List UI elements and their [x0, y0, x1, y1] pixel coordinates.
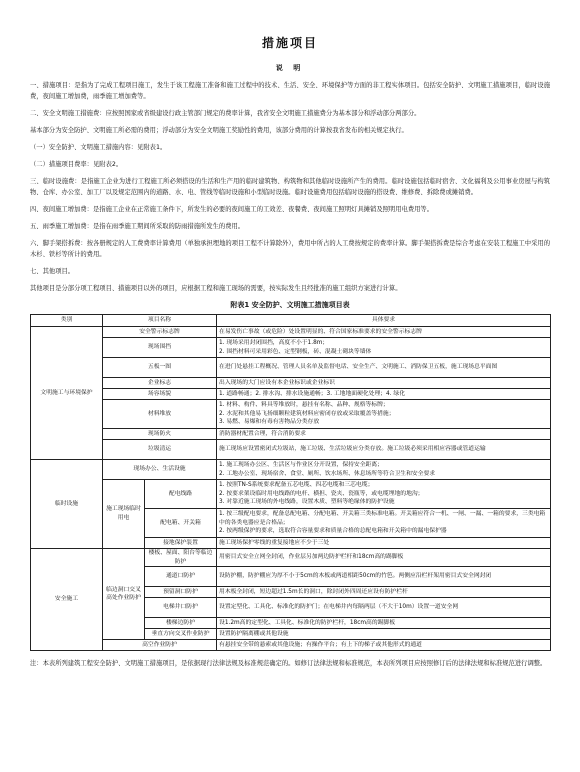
table-row	[31, 358, 551, 378]
table-row	[31, 429, 551, 440]
category-cell: 文明施工与环境保护	[31, 327, 103, 460]
item-name: 材料堆放	[103, 400, 217, 429]
item-name: 通道口防护	[145, 567, 217, 587]
item-name: 现场办公、生活设施	[103, 460, 217, 480]
subgroup-cell: 施工现场临时用电	[103, 480, 145, 549]
header-category: 类别	[31, 315, 103, 327]
table-row	[31, 480, 551, 509]
item-name: 安全警示标志牌	[103, 327, 217, 338]
table-row	[31, 400, 551, 429]
item-name: 企业标志	[103, 378, 217, 389]
item-requirement: 设置定型化、工具化、标准化的防护门；在电梯井内每隔两层（不大于10m）设置一道安全网	[217, 598, 551, 618]
item-name: 配电线路	[145, 480, 217, 509]
item-requirement: 1. 现场采用封闭围挡，高度不小于1.8m； 2. 围挡材料可采用彩色、定型钢板，砖、混凝土砌块等墙体	[217, 338, 551, 358]
item-name: 现场防火	[103, 429, 217, 440]
item-requirement: 设1.2m高的定型化、工具化、标准化的防护栏杆，18cm高的踢脚板	[217, 618, 551, 629]
table-row	[31, 549, 551, 567]
table-header-row	[31, 315, 551, 327]
item-name: 接地保护装置	[145, 538, 217, 549]
paragraph-6: 三、临时设施费：是指施工企业为进行工程施工所必须搭设的生活和生产用的临时建筑物、构筑物和其他临时设施所产生的费用。临时设施包括临时宿舍、文化福利及公用事业房屋与构筑物、仓库、办公室、加工厂以及规定范围内的道路、水、电、管线等临时设施和小型临时设施。临时设施费用包括临时设施的搭设费、维修费、拆除费或摊销费。	[30, 178, 550, 196]
subgroup-cell: 临边洞口交叉高处作业防护	[103, 549, 145, 640]
item-requirement: 施工现场应设置密闭式垃圾站，施工垃圾、生活垃圾应分类存放。施工垃圾必须采用相应容器或管道运输	[217, 440, 551, 460]
item-name: 五板一图	[103, 358, 217, 378]
paragraph-1: 一、措施项目：是指为了完成工程项目施工，发生于该工程施工准备和施工过程中的技术、生活、安全、环境保护等方面的非工程实体项目。包括安全防护、文明施工措施项目，临时设施费，夜间施工增加费，雨季施工增加费等。	[30, 82, 550, 100]
item-requirement: 1. 按三级配电要求，配备总配电箱、分配电箱、开关箱三类标准电箱。开关箱应符合一机、一闸、一漏、一箱的要求，三类电箱中的各类电器应是合格品； 2. 按两级保护的要求，选取符合容量要求和质量合格的总配电箱和开关箱中的漏电保护器	[217, 509, 551, 538]
footnote: 注：本表所列建筑工程安全防护、文明施工措施项目，是依据现行法律法规及标准规范确定的。如修订法律法规和标准规范，本表所列项目应按照修订后的法律法规和标准规范进行调整。	[30, 660, 547, 668]
header-requirement: 具体要求	[217, 315, 551, 327]
page-title: 措施项目	[261, 36, 318, 50]
item-requirement: 设置防护隔离棚或其他设施	[217, 629, 551, 640]
item-requirement: 1. 道路畅通；2. 排水沟、排水设施通畅；3. 工地地面硬化处理；4. 绿化	[217, 389, 551, 400]
item-name: 预留洞口防护	[145, 587, 217, 598]
section-subtitle: 说 明	[275, 64, 305, 72]
category-cell: 安全施工	[31, 549, 103, 651]
table-row	[31, 460, 551, 480]
item-name: 垂直方向交叉作业防护	[145, 629, 217, 640]
item-name: 现场围挡	[103, 338, 217, 358]
item-requirement: 在进门处悬挂工程概况、管理人员名单及监督电话、安全生产、文明施工、消防保卫五板，施工现场总平面图	[217, 358, 551, 378]
item-requirement: 用木板全封闭，短边超过1.5m长的洞口，除封闭外四周还应设有防护栏杆	[217, 587, 551, 598]
paragraph-7: 四、夜间施工增加费：是指施工企业在正常施工条件下，所发生的必要的夜间施工的工效差、夜餐费、夜间施工照明灯具摊销及照明用电费用等。	[30, 206, 433, 213]
item-name: 高空作业防护	[103, 640, 217, 651]
category-cell: 临时设施	[31, 460, 103, 549]
item-requirement: 出入现场的大门应设有本企业标识或企业标识	[217, 378, 551, 389]
paragraph-11: 其他项目是分部分项工程项目、措施项目以外的项目，应根据工程和施工现场的需要，按实际发生且经批准的施工组织方案进行计算。	[30, 285, 402, 292]
item-name: 电梯井口防护	[145, 598, 217, 618]
header-item: 项目名称	[103, 315, 217, 327]
item-name: 场容场貌	[103, 389, 217, 400]
table-row	[31, 338, 551, 358]
item-name: 垃圾清运	[103, 440, 217, 460]
paragraph-4: （一）安全防护、文明施工措施内容：见附表1。	[30, 144, 167, 151]
table-row	[31, 327, 551, 338]
paragraph-9: 六、脚手架搭拆费：按各册规定的人工费费率计算费用（单独承担埋地的项目工程不计算除外），费用中所占的人工费按规定的费率计算。脚手架搭拆费是综合考虑在安装工程施工中采用的木杉、铁杉等所计的费用。	[30, 240, 550, 258]
item-requirement: 在易发伤亡事故（或危险）处设置明显的、符合国家标准要求的安全警示标志牌	[217, 327, 551, 338]
item-requirement: 设防护棚，防护棚应为厚不小于5cm的木板或两道相距50cm的竹笆。两侧应沿栏杆架用密目式安全网封闭	[217, 567, 551, 587]
item-requirement: 1. 按照TN-S系统要求配备五芯电缆、四芯电缆和三芯电缆； 2. 按要求架设临时用电线路的电杆、横担、瓷夹、瓷瓶等，或电缆埋地的地沟； 3. 对靠近施工现场的外电线路，设置木质、塑料等绝缘体的防护设施	[217, 480, 551, 509]
table-row	[31, 440, 551, 460]
item-requirement: 施工现场保护零线的重复接地应不少于三处	[217, 538, 551, 549]
item-requirement: 消防器材配置合理，符合消防要求	[217, 429, 551, 440]
item-requirement: 1. 施工现场办公区、生活区与作业区分开设置，保持安全距离； 2. 工地办公室、现场宿舍、食堂、厕所、饮水场所、休息场所等符合卫生和安全要求	[217, 460, 551, 480]
paragraph-3: 基本部分为安全防护、文明施工所必需的费用；浮动部分为安全文明施工奖励性的费用，该部分费用的计算按我省发布的相关规定执行。	[30, 127, 408, 134]
table-row	[31, 389, 551, 400]
table-row	[31, 378, 551, 389]
item-name: 楼梯边防护	[145, 618, 217, 629]
paragraph-10: 七、其他项目。	[30, 268, 75, 275]
table-title: 附表1 安全防护、文明施工措施项目表	[230, 301, 350, 309]
item-requirement: 有悬挂安全带的悬索或其他设施；有操作平台；有上下的梯子或其他形式的通道	[217, 640, 551, 651]
measures-table	[30, 314, 551, 651]
paragraph-2: 二、安全文明施工措施费：应按照国家或省级建设行政主管部门规定的费率计算，我省安全文明施工措施费分为基本部分和浮动部分两部分。	[30, 110, 421, 117]
item-name: 配电箱、开关箱	[145, 509, 217, 538]
paragraph-8: 五、雨季施工增加费：是指在雨季施工期间所采取的防雨措施所发生的费用。	[30, 223, 245, 230]
item-name: 楼板、屋面、阳台等临边防护	[145, 549, 217, 567]
table-row	[31, 640, 551, 651]
paragraph-5: （二）措施项目费率：见附表2。	[30, 161, 123, 168]
item-requirement: 1. 材料、构件、料具等堆放时，悬挂有名称、品种、规格等标牌； 2. 水泥和其他易飞扬细颗粒建筑材料应密闭存放或采取覆盖等措施； 3. 易燃、易爆和有毒有害物品分类存放	[217, 400, 551, 429]
item-requirement: 用密目式安全立网全封闭，作业层另加两边防护栏杆和18cm高的踢脚板	[217, 549, 551, 567]
